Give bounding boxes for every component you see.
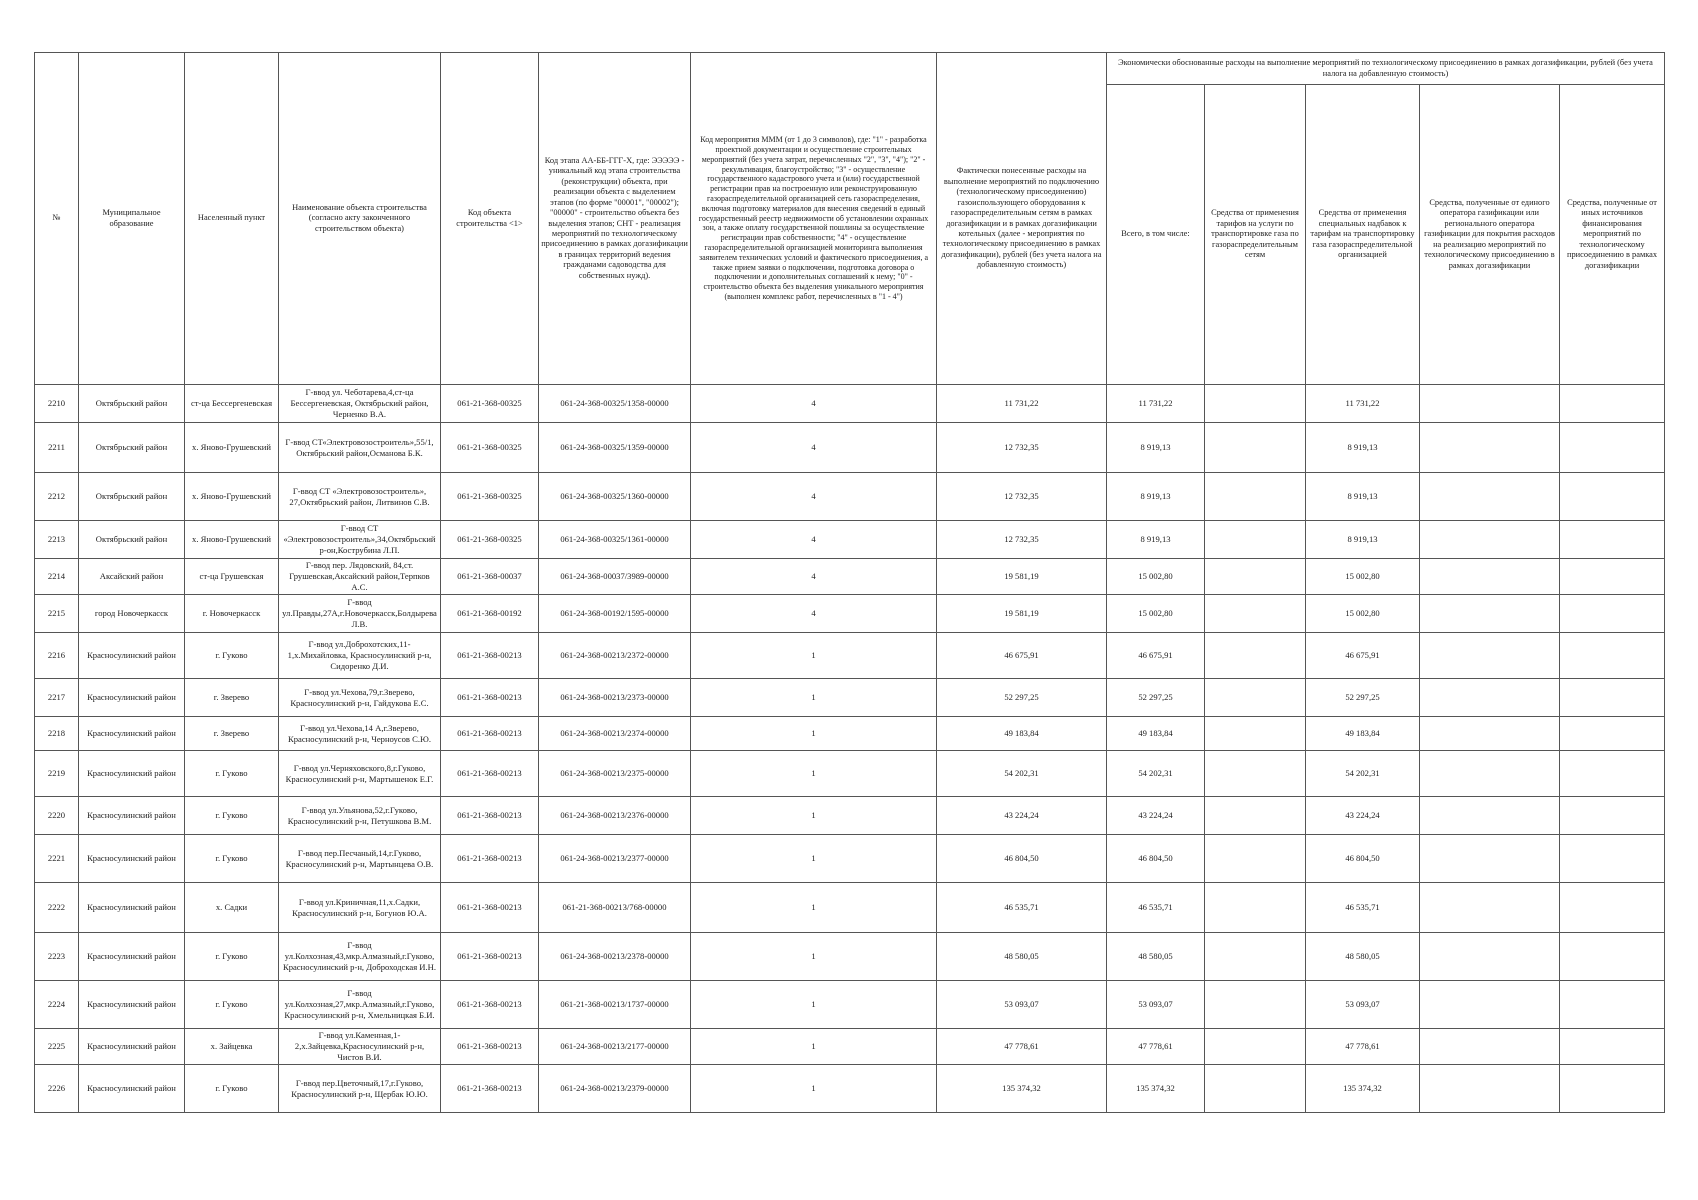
cell-activity-code: 1 bbox=[691, 835, 937, 883]
cell-object-name: Г-ввод ул.Правды,27А,г.Новочеркасск,Болдырева Л.В. bbox=[279, 595, 441, 633]
cell-actual-costs: 12 732,35 bbox=[937, 473, 1107, 521]
cell-row-number: 2226 bbox=[35, 1065, 79, 1113]
cell-activity-code: 1 bbox=[691, 981, 937, 1029]
cell-tariff-funds bbox=[1205, 559, 1306, 595]
cell-other-funds bbox=[1560, 717, 1665, 751]
cell-stage-code: 061-24-368-00325/1358-00000 bbox=[539, 385, 691, 423]
cell-other-funds bbox=[1560, 559, 1665, 595]
cell-row-number: 2217 bbox=[35, 679, 79, 717]
cell-operator-funds bbox=[1420, 679, 1560, 717]
cell-actual-costs: 11 731,22 bbox=[937, 385, 1107, 423]
cell-object-code: 061-21-368-00213 bbox=[441, 835, 539, 883]
cell-row-number: 2216 bbox=[35, 633, 79, 679]
table-row bbox=[35, 521, 1665, 559]
header-object-code: Код объекта строительства <1> bbox=[441, 53, 539, 385]
header-tariff-funds: Средства от применения тарифов на услуги по транспортировке газа по газораспределительным сетям bbox=[1205, 85, 1306, 385]
cell-municipality: Красносулинский район bbox=[79, 933, 185, 981]
table-row bbox=[35, 1029, 1665, 1065]
cell-activity-code: 1 bbox=[691, 883, 937, 933]
cell-activity-code: 4 bbox=[691, 473, 937, 521]
cell-row-number: 2222 bbox=[35, 883, 79, 933]
cell-object-code: 061-21-368-00213 bbox=[441, 751, 539, 797]
cell-object-name: Г-ввод пер.Песчаный,14,г.Гуково, Красносулинский р-н, Мартынцева О.В. bbox=[279, 835, 441, 883]
cell-object-code: 061-21-368-00325 bbox=[441, 473, 539, 521]
cell-object-name: Г-ввод ул.Колхозная,27,мкр.Алмазный,г.Гуково, Красносулинский р-н, Хмельницкая Б.И. bbox=[279, 981, 441, 1029]
cell-object-name: Г-ввод ул.Колхозная,43,мкр.Алмазный,г.Гуково, Красносулинский р-н, Доброходская И.Н. bbox=[279, 933, 441, 981]
cell-object-code: 061-21-368-00325 bbox=[441, 521, 539, 559]
cell-object-name: Г-ввод ул. Чеботарева,4,ст-ца Бессергеневская, Октябрьский район, Черненко В.А. bbox=[279, 385, 441, 423]
cell-object-name: Г-ввод ул.Доброхотских,11-1,х.Михайловка, Красносулинский р-н, Сидоренко Д.И. bbox=[279, 633, 441, 679]
cell-total-costs: 8 919,13 bbox=[1107, 473, 1205, 521]
cell-object-name: Г-ввод ул.Черняховского,8,г.Гуково, Красносулинский р-н, Мартышенок Е.Г. bbox=[279, 751, 441, 797]
header-actual-costs: Фактически понесенные расходы на выполнение мероприятий по подключению (технологическому присоединению) газоиспользующего оборудования к газораспределительным сетям в рамках догазификации и в рамках догазификации котельных (далее - мероприятия по технологическому присоединению в рамках догазификации), рублей (без учета налога на добавленную стоимость) bbox=[937, 53, 1107, 385]
cell-operator-funds bbox=[1420, 521, 1560, 559]
cell-activity-code: 1 bbox=[691, 1065, 937, 1113]
cell-total-costs: 48 580,05 bbox=[1107, 933, 1205, 981]
cell-settlement: г. Гуково bbox=[185, 633, 279, 679]
table-row bbox=[35, 595, 1665, 633]
cell-total-costs: 8 919,13 bbox=[1107, 521, 1205, 559]
cell-municipality: Красносулинский район bbox=[79, 981, 185, 1029]
cell-row-number: 2218 bbox=[35, 717, 79, 751]
cell-surcharge-funds: 8 919,13 bbox=[1306, 473, 1420, 521]
cell-operator-funds bbox=[1420, 1029, 1560, 1065]
cell-municipality: Красносулинский район bbox=[79, 751, 185, 797]
cell-operator-funds bbox=[1420, 1065, 1560, 1113]
cell-activity-code: 1 bbox=[691, 633, 937, 679]
header-object-name: Наименование объекта строительства (согласно акту законченного строительством объекта) bbox=[279, 53, 441, 385]
cell-operator-funds bbox=[1420, 751, 1560, 797]
cell-tariff-funds bbox=[1205, 883, 1306, 933]
header-stage-code: Код этапа АА-ББ-ГГГ-Х, где: ЭЭЭЭЭ - уникальный код этапа строительства (реконструкции) объекта, при реализации объекта с выделением этапов (по форме "00001", "00002"); "00000" - строительство объекта без выделения этапов; СНТ - реализация мероприятий по технологическому присоединению в рамках догазификации в границах территорий ведения гражданами садоводства для собственных нужд). bbox=[539, 53, 691, 385]
cell-total-costs: 15 002,80 bbox=[1107, 595, 1205, 633]
cell-municipality: Красносулинский район bbox=[79, 835, 185, 883]
cell-municipality: Октябрьский район bbox=[79, 473, 185, 521]
cell-activity-code: 4 bbox=[691, 423, 937, 473]
cell-other-funds bbox=[1560, 883, 1665, 933]
cell-object-code: 061-21-368-00213 bbox=[441, 717, 539, 751]
cell-object-name: Г-ввод ул.Криничная,11,х.Садки, Красносулинский р-н, Богунов Ю.А. bbox=[279, 883, 441, 933]
table-row bbox=[35, 473, 1665, 521]
header-settlement: Населенный пункт bbox=[185, 53, 279, 385]
cell-object-code: 061-21-368-00213 bbox=[441, 633, 539, 679]
cell-object-code: 061-21-368-00213 bbox=[441, 933, 539, 981]
cell-total-costs: 46 675,91 bbox=[1107, 633, 1205, 679]
cell-object-code: 061-21-368-00213 bbox=[441, 797, 539, 835]
table-row bbox=[35, 751, 1665, 797]
cell-row-number: 2211 bbox=[35, 423, 79, 473]
header-num: № bbox=[35, 53, 79, 385]
cell-row-number: 2225 bbox=[35, 1029, 79, 1065]
cell-municipality: Красносулинский район bbox=[79, 797, 185, 835]
table-row bbox=[35, 385, 1665, 423]
cell-row-number: 2215 bbox=[35, 595, 79, 633]
cell-other-funds bbox=[1560, 473, 1665, 521]
header-operator-funds: Средства, полученные от единого оператора газификации или регионального оператора газификации для покрытия расходов на реализацию мероприятий по технологическому присоединению в рамках догазификации bbox=[1420, 85, 1560, 385]
cell-surcharge-funds: 135 374,32 bbox=[1306, 1065, 1420, 1113]
cell-object-name: Г-ввод СТ «Электровозостроитель», 27,Октябрьский район, Литвинов С.В. bbox=[279, 473, 441, 521]
cell-row-number: 2213 bbox=[35, 521, 79, 559]
cell-settlement: г. Новочеркасск bbox=[185, 595, 279, 633]
cell-municipality: Октябрьский район bbox=[79, 521, 185, 559]
cell-settlement: г. Гуково bbox=[185, 835, 279, 883]
cell-settlement: ст-ца Грушевская bbox=[185, 559, 279, 595]
cell-activity-code: 1 bbox=[691, 933, 937, 981]
cell-row-number: 2212 bbox=[35, 473, 79, 521]
cell-tariff-funds bbox=[1205, 423, 1306, 473]
cell-surcharge-funds: 8 919,13 bbox=[1306, 423, 1420, 473]
cell-actual-costs: 19 581,19 bbox=[937, 559, 1107, 595]
cell-actual-costs: 53 093,07 bbox=[937, 981, 1107, 1029]
cell-object-code: 061-21-368-00192 bbox=[441, 595, 539, 633]
cell-tariff-funds bbox=[1205, 521, 1306, 559]
cell-municipality: Красносулинский район bbox=[79, 717, 185, 751]
header-municipality: Муниципальное образование bbox=[79, 53, 185, 385]
cell-total-costs: 8 919,13 bbox=[1107, 423, 1205, 473]
cell-surcharge-funds: 54 202,31 bbox=[1306, 751, 1420, 797]
cell-object-code: 061-21-368-00325 bbox=[441, 423, 539, 473]
header-activity-code: Код мероприятия МММ (от 1 до 3 символов), где: "1" - разработка проектной документации и осуществление строительных мероприятий (без учета затрат, перечисленных "2", "3", "4"); "2" - рекультивация, благоустройство; "3" - осуществление государственного кадастрового учета и (или) государственной регистрации прав на построенную или реконструированную газораспределительной организацией сеть газораспределения, включая подготовку материалов для внесения сведений в единый государственный реестр недвижимости об установлении охранных зон, а также оплату государственной пошлины за осуществление регистрации прав собственности; "4" - осуществление газораспределительной организацией мониторинга выполнения заявителем технических условий и фактического присоединения, а также прием заявки о подключении, подготовка договора о подключении и дополнительных соглашений к нему; "0" - строительство объекта без выделения уникального мероприятия (выполнен комплекс работ, перечисленных в "1 - 4") bbox=[691, 53, 937, 385]
cell-object-code: 061-21-368-00213 bbox=[441, 1065, 539, 1113]
cell-tariff-funds bbox=[1205, 835, 1306, 883]
cell-surcharge-funds: 46 675,91 bbox=[1306, 633, 1420, 679]
cell-other-funds bbox=[1560, 835, 1665, 883]
cell-actual-costs: 12 732,35 bbox=[937, 521, 1107, 559]
cell-surcharge-funds: 8 919,13 bbox=[1306, 521, 1420, 559]
cell-settlement: х. Яново-Грушевский bbox=[185, 521, 279, 559]
cell-row-number: 2219 bbox=[35, 751, 79, 797]
cell-activity-code: 4 bbox=[691, 559, 937, 595]
cell-municipality: Октябрьский район bbox=[79, 385, 185, 423]
cell-object-name: Г-ввод ул.Ульянова,52,г.Гуково, Красносулинский р-н, Петушкова В.М. bbox=[279, 797, 441, 835]
cell-actual-costs: 43 224,24 bbox=[937, 797, 1107, 835]
cell-municipality: город Новочеркасск bbox=[79, 595, 185, 633]
cell-surcharge-funds: 46 804,50 bbox=[1306, 835, 1420, 883]
cell-actual-costs: 52 297,25 bbox=[937, 679, 1107, 717]
cell-object-name: Г-ввод пер. Лядовский, 84,ст. Грушевская,Аксайский район,Терпков А.С. bbox=[279, 559, 441, 595]
cell-tariff-funds bbox=[1205, 1065, 1306, 1113]
cell-actual-costs: 46 804,50 bbox=[937, 835, 1107, 883]
cell-tariff-funds bbox=[1205, 751, 1306, 797]
cell-activity-code: 1 bbox=[691, 717, 937, 751]
cell-actual-costs: 49 183,84 bbox=[937, 717, 1107, 751]
cell-stage-code: 061-24-368-00037/3989-00000 bbox=[539, 559, 691, 595]
cell-stage-code: 061-24-368-00213/2373-00000 bbox=[539, 679, 691, 717]
cell-stage-code: 061-21-368-00213/768-00000 bbox=[539, 883, 691, 933]
header-other-funds: Средства, полученные от иных источников финансирования мероприятий по технологическому присоединению в рамках догазификации bbox=[1560, 85, 1665, 385]
cell-settlement: г. Зверево bbox=[185, 717, 279, 751]
cell-object-code: 061-21-368-00325 bbox=[441, 385, 539, 423]
table-row bbox=[35, 679, 1665, 717]
table-row bbox=[35, 717, 1665, 751]
cell-other-funds bbox=[1560, 797, 1665, 835]
cell-total-costs: 11 731,22 bbox=[1107, 385, 1205, 423]
cell-other-funds bbox=[1560, 633, 1665, 679]
cell-operator-funds bbox=[1420, 559, 1560, 595]
cell-tariff-funds bbox=[1205, 473, 1306, 521]
cell-stage-code: 061-24-368-00213/2375-00000 bbox=[539, 751, 691, 797]
cell-row-number: 2214 bbox=[35, 559, 79, 595]
cell-other-funds bbox=[1560, 385, 1665, 423]
cell-activity-code: 4 bbox=[691, 385, 937, 423]
report-table bbox=[34, 52, 1665, 1113]
cell-stage-code: 061-24-368-00213/2372-00000 bbox=[539, 633, 691, 679]
table-row bbox=[35, 933, 1665, 981]
cell-row-number: 2224 bbox=[35, 981, 79, 1029]
cell-total-costs: 49 183,84 bbox=[1107, 717, 1205, 751]
cell-object-code: 061-21-368-00037 bbox=[441, 559, 539, 595]
cell-actual-costs: 54 202,31 bbox=[937, 751, 1107, 797]
table-row bbox=[35, 423, 1665, 473]
cell-stage-code: 061-24-368-00325/1361-00000 bbox=[539, 521, 691, 559]
cell-surcharge-funds: 48 580,05 bbox=[1306, 933, 1420, 981]
cell-stage-code: 061-24-368-00213/2376-00000 bbox=[539, 797, 691, 835]
cell-total-costs: 15 002,80 bbox=[1107, 559, 1205, 595]
cell-operator-funds bbox=[1420, 423, 1560, 473]
cell-surcharge-funds: 11 731,22 bbox=[1306, 385, 1420, 423]
cell-stage-code: 061-24-368-00213/2177-00000 bbox=[539, 1029, 691, 1065]
cell-surcharge-funds: 47 778,61 bbox=[1306, 1029, 1420, 1065]
table-row bbox=[35, 559, 1665, 595]
table-row bbox=[35, 981, 1665, 1029]
cell-operator-funds bbox=[1420, 883, 1560, 933]
cell-operator-funds bbox=[1420, 717, 1560, 751]
cell-stage-code: 061-24-368-00325/1360-00000 bbox=[539, 473, 691, 521]
cell-other-funds bbox=[1560, 679, 1665, 717]
cell-other-funds bbox=[1560, 423, 1665, 473]
cell-stage-code: 061-24-368-00213/2374-00000 bbox=[539, 717, 691, 751]
table-row bbox=[35, 1065, 1665, 1113]
cell-operator-funds bbox=[1420, 633, 1560, 679]
cell-activity-code: 1 bbox=[691, 751, 937, 797]
table-row bbox=[35, 633, 1665, 679]
cell-settlement: г. Зверево bbox=[185, 679, 279, 717]
cell-actual-costs: 12 732,35 bbox=[937, 423, 1107, 473]
cell-total-costs: 46 535,71 bbox=[1107, 883, 1205, 933]
cell-settlement: ст-ца Бессергеневская bbox=[185, 385, 279, 423]
header-surcharge-funds: Средства от применения специальных надбавок к тарифам на транспортировку газа газораспределительной организацией bbox=[1306, 85, 1420, 385]
cell-municipality: Красносулинский район bbox=[79, 1065, 185, 1113]
cell-stage-code: 061-24-368-00213/2378-00000 bbox=[539, 933, 691, 981]
cell-settlement: х. Садки bbox=[185, 883, 279, 933]
cell-settlement: х. Зайцевка bbox=[185, 1029, 279, 1065]
cell-object-name: Г-ввод пер.Цветочный,17,г.Гуково, Красносулинский р-н, Щербак Ю.Ю. bbox=[279, 1065, 441, 1113]
cell-surcharge-funds: 15 002,80 bbox=[1306, 559, 1420, 595]
cell-tariff-funds bbox=[1205, 679, 1306, 717]
table-row bbox=[35, 835, 1665, 883]
cell-settlement: г. Гуково bbox=[185, 751, 279, 797]
cell-stage-code: 061-21-368-00213/1737-00000 bbox=[539, 981, 691, 1029]
cell-settlement: г. Гуково bbox=[185, 933, 279, 981]
cell-activity-code: 1 bbox=[691, 797, 937, 835]
cell-tariff-funds bbox=[1205, 981, 1306, 1029]
cell-total-costs: 53 093,07 bbox=[1107, 981, 1205, 1029]
cell-operator-funds bbox=[1420, 835, 1560, 883]
cell-surcharge-funds: 53 093,07 bbox=[1306, 981, 1420, 1029]
cell-operator-funds bbox=[1420, 797, 1560, 835]
cell-operator-funds bbox=[1420, 385, 1560, 423]
cell-tariff-funds bbox=[1205, 1029, 1306, 1065]
cell-actual-costs: 46 535,71 bbox=[937, 883, 1107, 933]
cell-stage-code: 061-24-368-00213/2379-00000 bbox=[539, 1065, 691, 1113]
cell-municipality: Красносулинский район bbox=[79, 1029, 185, 1065]
cell-tariff-funds bbox=[1205, 595, 1306, 633]
cell-total-costs: 135 374,32 bbox=[1107, 1065, 1205, 1113]
cell-row-number: 2220 bbox=[35, 797, 79, 835]
cell-row-number: 2221 bbox=[35, 835, 79, 883]
cell-surcharge-funds: 43 224,24 bbox=[1306, 797, 1420, 835]
cell-actual-costs: 46 675,91 bbox=[937, 633, 1107, 679]
cell-actual-costs: 135 374,32 bbox=[937, 1065, 1107, 1113]
cell-total-costs: 47 778,61 bbox=[1107, 1029, 1205, 1065]
cell-surcharge-funds: 49 183,84 bbox=[1306, 717, 1420, 751]
cell-other-funds bbox=[1560, 1029, 1665, 1065]
cell-other-funds bbox=[1560, 751, 1665, 797]
cell-object-name: Г-ввод СТ «Электровозостроитель»,34,Октябрьский р-он,Кострубина Л.П. bbox=[279, 521, 441, 559]
cell-object-code: 061-21-368-00213 bbox=[441, 883, 539, 933]
cell-tariff-funds bbox=[1205, 717, 1306, 751]
cell-other-funds bbox=[1560, 1065, 1665, 1113]
cell-object-name: Г-ввод ул.Чехова,14 А,г.Зверево, Красносулинский р-н, Черноусов С.Ю. bbox=[279, 717, 441, 751]
cell-settlement: х. Яново-Грушевский bbox=[185, 473, 279, 521]
cell-operator-funds bbox=[1420, 473, 1560, 521]
cell-tariff-funds bbox=[1205, 633, 1306, 679]
cell-other-funds bbox=[1560, 595, 1665, 633]
cell-row-number: 2210 bbox=[35, 385, 79, 423]
cell-tariff-funds bbox=[1205, 933, 1306, 981]
cell-stage-code: 061-24-368-00192/1595-00000 bbox=[539, 595, 691, 633]
cell-settlement: г. Гуково bbox=[185, 1065, 279, 1113]
cell-surcharge-funds: 46 535,71 bbox=[1306, 883, 1420, 933]
cell-total-costs: 54 202,31 bbox=[1107, 751, 1205, 797]
cell-activity-code: 1 bbox=[691, 679, 937, 717]
table-row bbox=[35, 883, 1665, 933]
cell-total-costs: 46 804,50 bbox=[1107, 835, 1205, 883]
cell-actual-costs: 47 778,61 bbox=[937, 1029, 1107, 1065]
table-row bbox=[35, 797, 1665, 835]
cell-municipality: Аксайский район bbox=[79, 559, 185, 595]
cell-municipality: Красносулинский район bbox=[79, 679, 185, 717]
cell-other-funds bbox=[1560, 981, 1665, 1029]
cell-tariff-funds bbox=[1205, 797, 1306, 835]
cell-surcharge-funds: 15 002,80 bbox=[1306, 595, 1420, 633]
cell-actual-costs: 48 580,05 bbox=[937, 933, 1107, 981]
header-group-costs: Экономически обоснованные расходы на выполнение мероприятий по технологическому присоединению в рамках догазификации, рублей (без учета налога на добавленную стоимость) bbox=[1107, 53, 1665, 85]
cell-municipality: Красносулинский район bbox=[79, 883, 185, 933]
cell-settlement: х. Яново-Грушевский bbox=[185, 423, 279, 473]
cell-total-costs: 52 297,25 bbox=[1107, 679, 1205, 717]
cell-activity-code: 4 bbox=[691, 521, 937, 559]
cell-activity-code: 4 bbox=[691, 595, 937, 633]
cell-settlement: г. Гуково bbox=[185, 981, 279, 1029]
cell-activity-code: 1 bbox=[691, 1029, 937, 1065]
cell-municipality: Красносулинский район bbox=[79, 633, 185, 679]
cell-actual-costs: 19 581,19 bbox=[937, 595, 1107, 633]
cell-row-number: 2223 bbox=[35, 933, 79, 981]
cell-stage-code: 061-24-368-00213/2377-00000 bbox=[539, 835, 691, 883]
cell-object-code: 061-21-368-00213 bbox=[441, 679, 539, 717]
cell-object-code: 061-21-368-00213 bbox=[441, 1029, 539, 1065]
cell-object-name: Г-ввод ул.Каменная,1-2,х.Зайцевка,Красносулинский р-н, Чистов В.И. bbox=[279, 1029, 441, 1065]
cell-other-funds bbox=[1560, 521, 1665, 559]
cell-operator-funds bbox=[1420, 595, 1560, 633]
cell-object-code: 061-21-368-00213 bbox=[441, 981, 539, 1029]
cell-surcharge-funds: 52 297,25 bbox=[1306, 679, 1420, 717]
cell-object-name: Г-ввод ул.Чехова,79,г.Зверево, Красносулинский р-н, Гайдукова Е.С. bbox=[279, 679, 441, 717]
cell-settlement: г. Гуково bbox=[185, 797, 279, 835]
header-total: Всего, в том числе: bbox=[1107, 85, 1205, 385]
cell-object-name: Г-ввод СТ«Электровозостроитель»,55/1, Октябрьский район,Османова Б.К. bbox=[279, 423, 441, 473]
cell-tariff-funds bbox=[1205, 385, 1306, 423]
cell-operator-funds bbox=[1420, 933, 1560, 981]
cell-total-costs: 43 224,24 bbox=[1107, 797, 1205, 835]
cell-operator-funds bbox=[1420, 981, 1560, 1029]
cell-municipality: Октябрьский район bbox=[79, 423, 185, 473]
cell-stage-code: 061-24-368-00325/1359-00000 bbox=[539, 423, 691, 473]
cell-other-funds bbox=[1560, 933, 1665, 981]
